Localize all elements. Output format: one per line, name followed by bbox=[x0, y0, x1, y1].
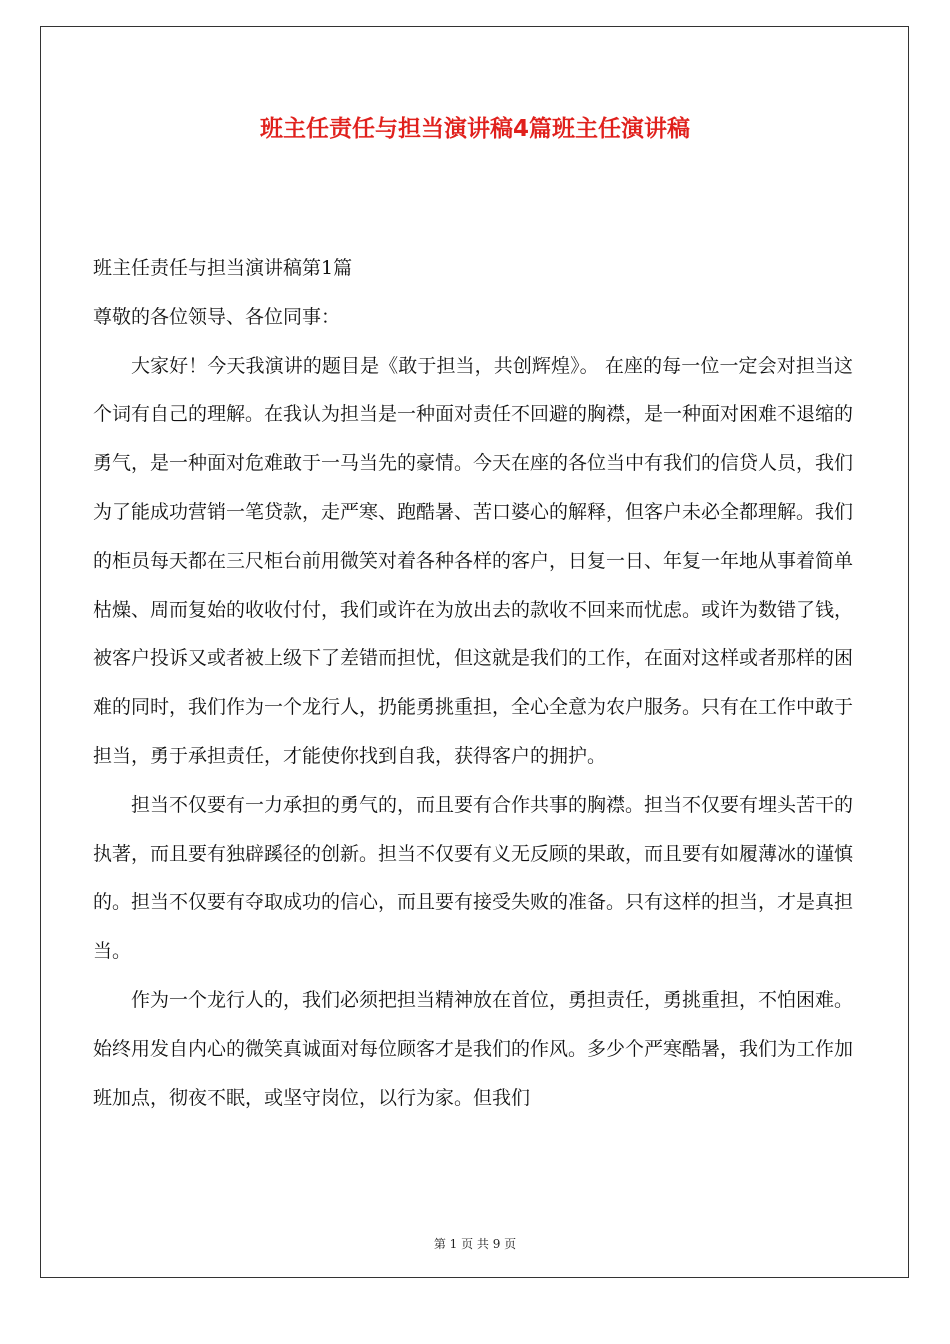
page-number-footer: 第 1 页 共 9 页 bbox=[433, 1237, 517, 1251]
body-paragraph-3: 作为一个龙行人的，我们必须把担当精神放在首位，勇担责任，勇挑重担，不怕困难。始终用发自内心的微笑真诚面对每位顾客才是我们的作风。多少个严寒酷暑，我们为工作加班加点，彻夜不眠，或坚守岗位，以行为家。但我们 bbox=[93, 988, 854, 1109]
salutation: 尊敬的各位领导、各位同事： bbox=[93, 305, 341, 328]
section-heading: 班主任责任与担当演讲稿第1篇 bbox=[93, 257, 353, 279]
body-paragraph-2: 担当不仅要有一力承担的勇气的，而且要有合作共事的胸襟。担当不仅要有埋头苦干的执著，而且要有独辟蹊径的创新。担当不仅要有义无反顾的果敢，而且要有如履薄冰的谨慎的。担当不仅要有夺取成功的信心，而且要有接受失败的准备。只有这样的担当，才是真担当。 bbox=[93, 793, 854, 963]
document-body bbox=[93, 244, 853, 1122]
body-paragraph-1: 大家好！今天我演讲的题目是《敢于担当，共创辉煌》。 在座的每一位一定会对担当这个词有自己的理解。在我认为担当是一种面对责任不回避的胸襟，是一种面对困难不退缩的勇气，是一种面对危难敢于一马当先的豪情。今天在座的各位当中有我们的信贷人员，我们为了能成功营销一笔贷款，走严寒、跑酷暑、苦口婆心的解释，但客户未必全都理解。我们的柜员每天都在三尺柜台前用微笑对着各种各样的客户，日复一日、年复一年地从事着简单枯燥、周而复始的收收付付，我们或许在为放出去的款收不回来而忧虑。或许为数错了钱，被客户投诉又或者被上级下了差错而担忧，但这就是我们的工作，在面对这样或者那样的困难的同时，我们作为一个龙行人，扔能勇挑重担，全心全意为农户服务。只有在工作中敢于担当，勇于承担责任，才能使你找到自我，获得客户的拥护。 bbox=[93, 354, 854, 767]
document-title: 班主任责任与担当演讲稿4篇班主任演讲稿 bbox=[259, 116, 690, 142]
